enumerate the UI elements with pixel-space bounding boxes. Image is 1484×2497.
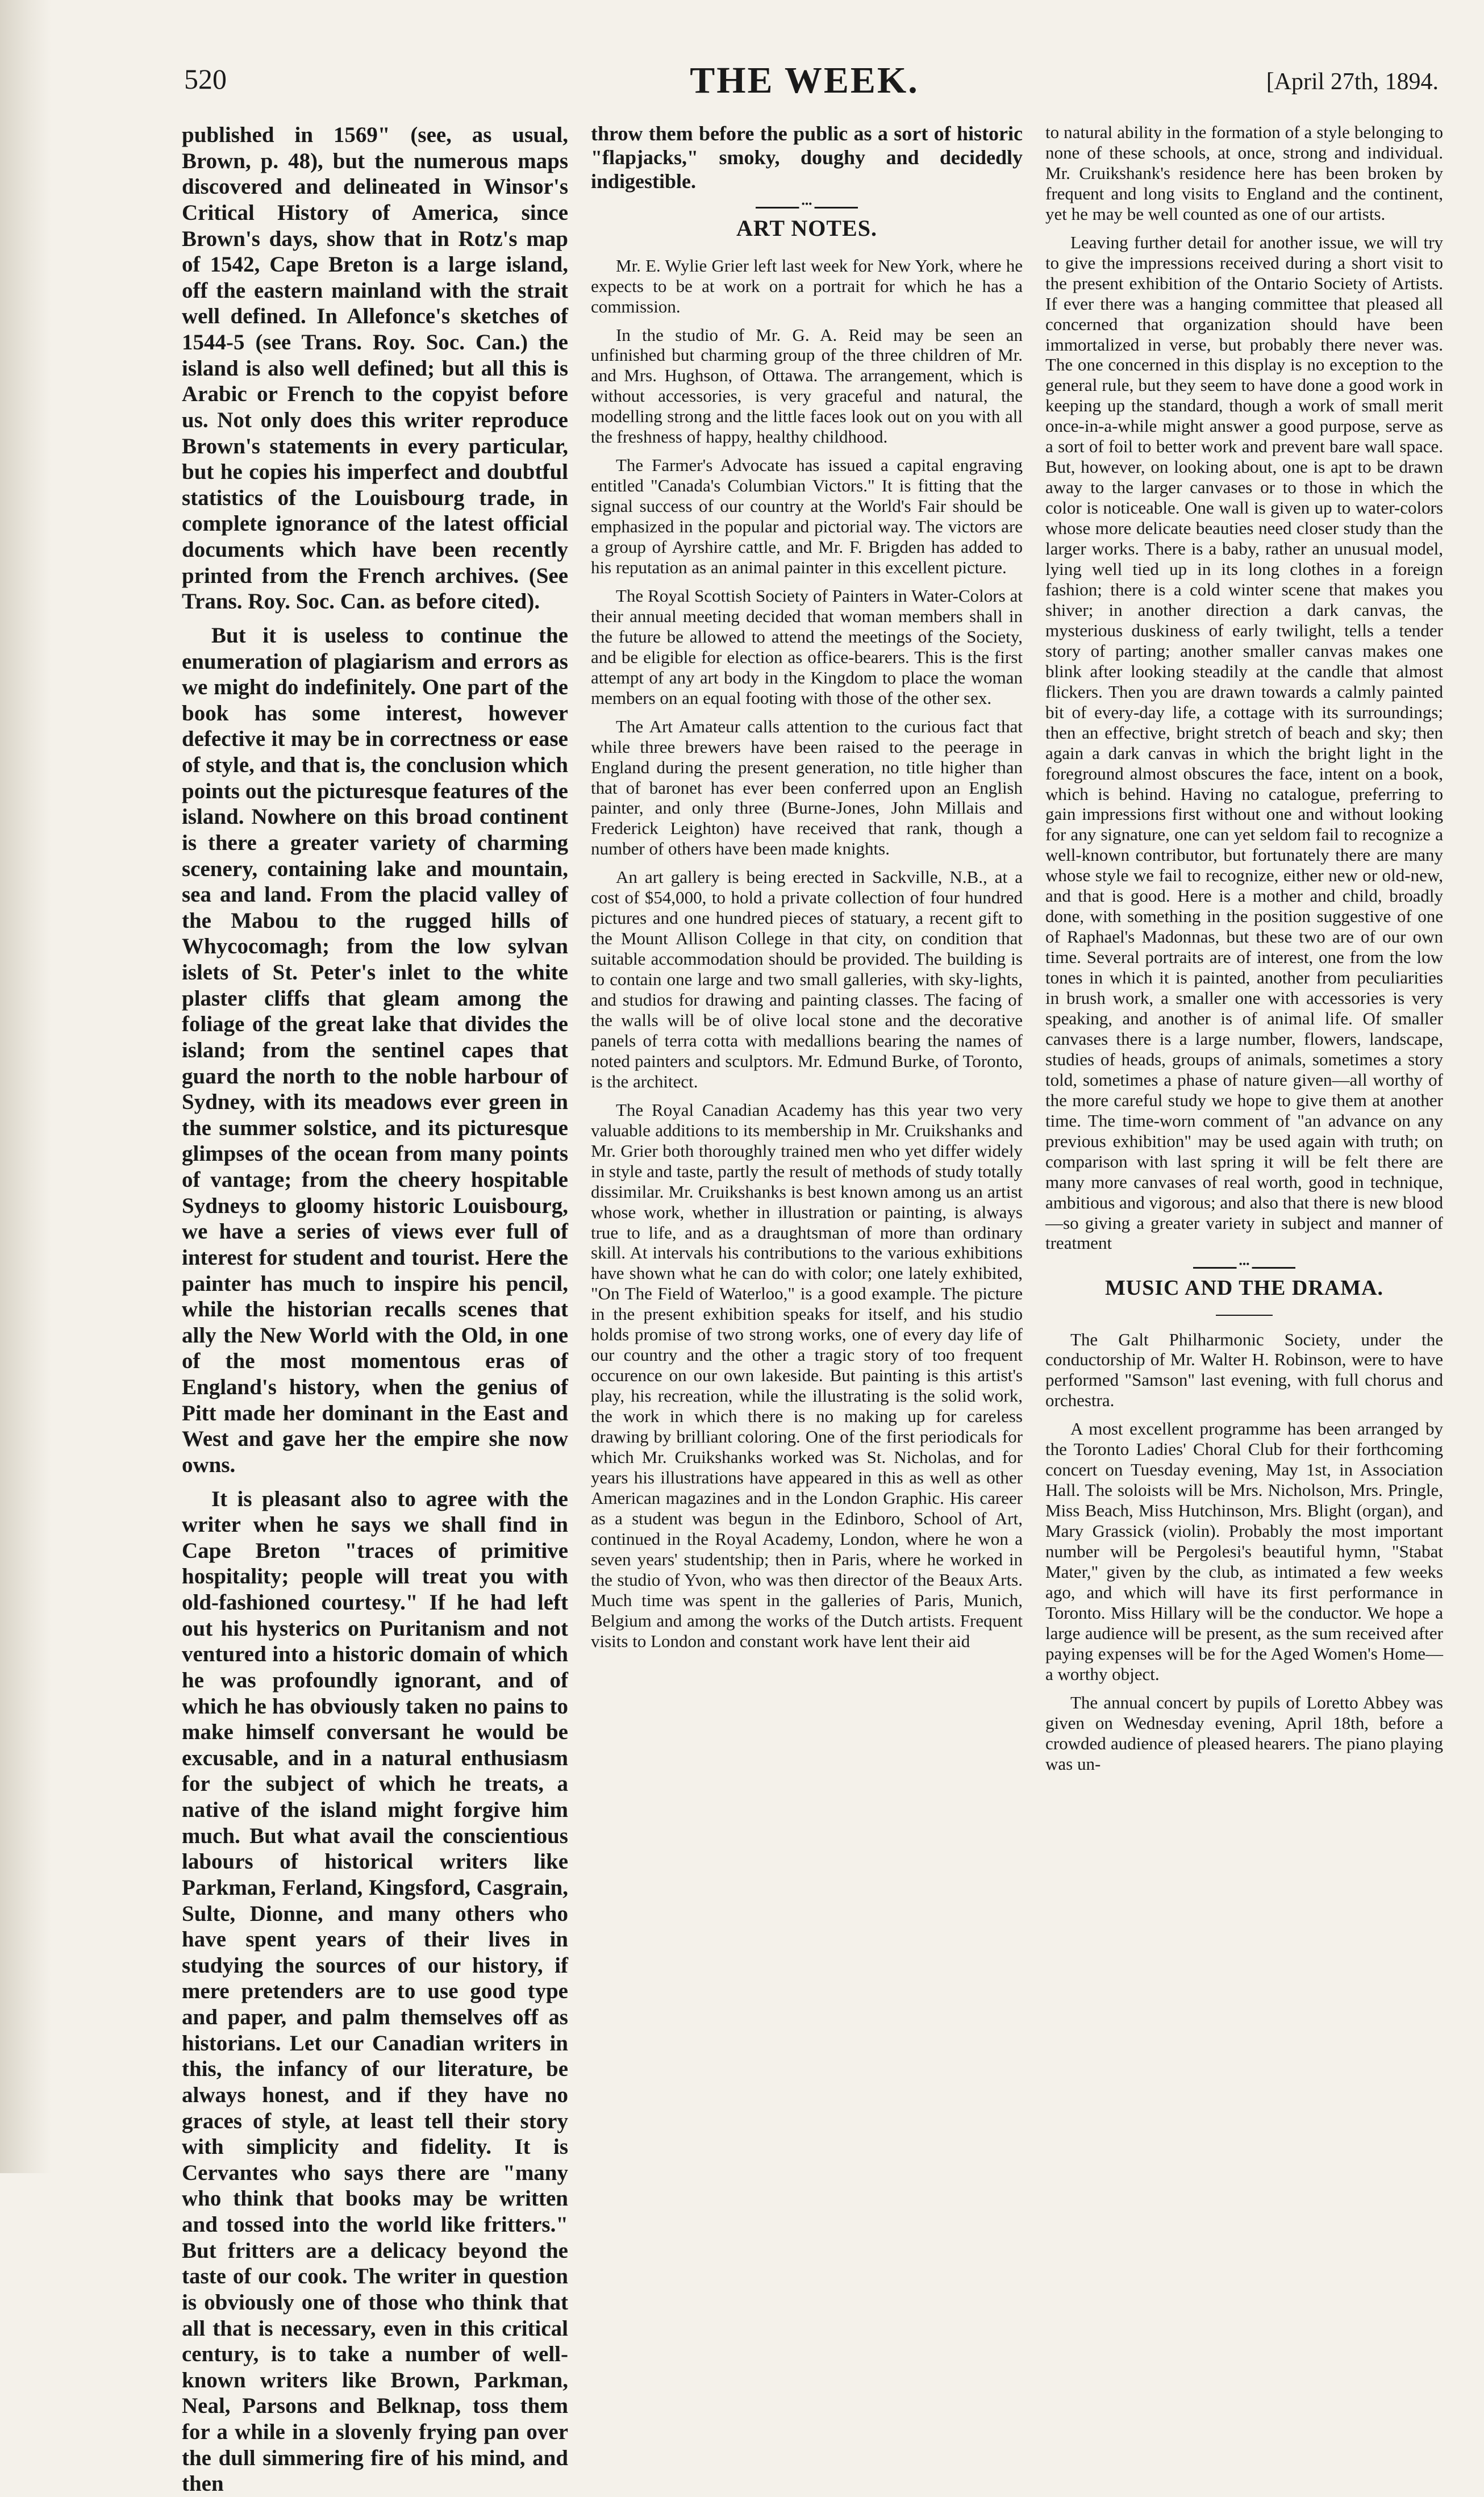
column-2 — [591, 122, 1023, 2145]
paragraph: throw them before the public as a sort of historic "flapjacks," smoky, doughy and decidedly indigestible. — [591, 122, 1023, 193]
paragraph: Leaving further detail for another issue, we will try to give the impressions received during a short visit to the present exhibition of the Ontario Society of Artists. If ever there was a hanging committee that pleased all concerned that organization should have been immortalized in verse, but probably there never was. The one concerned in this display is no exception to the general rule, but they seem to have done a good work in keeping up the standard, though a work of small merit once-in-a-while might answer a good purpose, serve as a sort of foil to better work and prevent bare wall space. But, however, on looking about, one is apt to be drawn away to the larger canvases or to those in which the color is noticeable. One wall is given up to water-colors whose more delicate beauties need closer study than the larger works. There is a baby, rather an unusual model, lying well tied up in its long clothes in a foreign fashion; there is a cold winter scene that makes you shiver; in another direction a dark canvas, the mysterious duskiness of early twilight, tells a tender story of parting; another smaller canvas makes one blink after looking steadily at the candle that almost flickers. Then you are drawn towards a calmly painted bit of every-day life, a cottage with its surroundings; then an effective, bright stretch of beach and sky; then again a dark canvas in which the bright light in the foreground almost obscures the face, intent on a book, which is behind. Having no catalogue, preferring to gain impressions first without one and without looking for any signature, one can yet seldom fail to recognize a well-known contributor, but fortunately there are many whose style we fail to recognize, either new or old-new, and that is good. Here is a mother and child, broadly done, with something in the position suggestive of one of Raphael's Madonnas, but these two are of our own time. Several portraits are of interest, one from the low tones in which it is painted, another from peculiarities in brush work, a smaller one with accessories is very speaking, and another is of animal life. Of smaller canvases there is a large number, flowers, landscape, studies of heads, groups of animals, sometimes a story told, sometimes a phase of nature given—all worthy of the more careful study we hope to give them at another time. The time-worn comment of "an advance on any previous exhibition" may be used again with truth; on comparison with last spring it will be felt there are many more canvases of real worth, good in technique, ambitious and vigorous; and also that there is new blood—so giving a greater variety in subject and manner of treatment — [1045, 232, 1443, 1253]
paragraph: The annual concert by pupils of Loretto Abbey was given on Wednesday evening, April 18th, before a crowded audience of pleased hearers. The piano playing was un- — [1045, 1692, 1443, 1774]
paragraph: The Farmer's Advocate has issued a capital engraving entitled "Canada's Columbian Victors." It is fitting that the signal success of our country at the World's Fair should be emphasized in the popular and pictorial way. The victors are a group of Ayrshire cattle, and Mr. F. Brigden has added to his reputation as an animal painter in this excellent picture. — [591, 455, 1023, 577]
paragraph: But it is useless to continue the enumeration of plagiarism and errors as we might do indefinitely. One part of the book has some interest, however defective it may be in correctness or ease of style, and that is, the conclusion which points out the picturesque features of the island. Nowhere on this broad continent is there a greater variety of charming scenery, containing lake and mountain, sea and land. From the placid valley of the Mabou to the rugged hills of Whycocomagh; from the low sylvan islets of St. Peter's inlet to the white plaster cliffs that gleam among the foliage of the great lake that divides the island; from the sentinel capes that guard the north to the noble harbour of Sydney, with its meadows ever green in the summer solstice, and its picturesque glimpses of the ocean from many points of vantage; from the cheery hospitable Sydneys to gloomy historic Louisbourg, we have a series of views ever full of interest for student and tourist. Here the painter has much to inspire his pencil, while the historian recalls scenes that ally the New World with the Old, in one of the most momentous eras of England's history, when the genius of Pitt made her dominant in the East and West and gave her the empire she now owns. — [182, 623, 568, 1477]
paragraph: An art gallery is being erected in Sackville, N.B., at a cost of $54,000, to hold a private collection of four hundred pictures and one hundred pieces of statuary, a recent gift to the Mount Allison College in that city, on condition that suitable accommodation should be provided. The building is to contain one large and two small galleries, with sky-lights, and studios for drawing and painting classes. The facing of the walls will be of olive local stone and the decorative panels of terra cotta with medallions bearing the names of noted painters and sculptors. Mr. Edmund Burke, of Toronto, is the architect. — [591, 867, 1023, 1091]
column-3 — [1045, 122, 1443, 2145]
page-gutter — [0, 0, 51, 2173]
paragraph: to natural ability in the formation of a style belonging to none of these schools, at once, strong and individual. Mr. Cruikshank's residence here has been broken by frequent and long visits to England and the continent, yet he may be well counted as one of our artists. — [1045, 122, 1443, 224]
paragraph: The Royal Canadian Academy has this year two very valuable additions to its membership in Mr. Cruikshanks and Mr. Grier both thoroughly trained men who yet differ widely in style and taste, partly the result of methods of study totally dissimilar. Mr. Cruikshanks is best known among us an artist whose work, whether in illustration or painting, is always true to life, and as a draughtsman of more than ordinary skill. At intervals his contributions to the various exhibitions have shown what he can do with color; one lately exhibited, "On The Field of Waterloo," is a good example. The picture in the present exhibition speaks for itself, and his studio holds promise of two strong works, one of every day life of our country and the other a tragic story of too frequent occurence on our own lakeside. But painting is this artist's play, his recreation, while the illustrating is the solid work, the work in which there is no making up for careless drawing by brilliant coloring. One of the first periodicals for which Mr. Cruikshanks worked was St. Nicholas, and for years his illustrations have appeared in this as well as other American magazines and in the London Graphic. His career as a student was begun in the Edinboro, School of Art, continued in the Royal Academy, London, where he won a seven years' studentship; then in Paris, where he worked in the studio of Yvon, who was then director of the Beaux Arts. Much time was spent in the galleries of Paris, Munich, Belgium and among the works of the Dutch artists. Frequent visits to London and constant work have lent their aid — [591, 1099, 1023, 1651]
section-divider — [1193, 1267, 1295, 1269]
page-header — [170, 57, 1439, 108]
paragraph: published in 1569" (see, as usual, Brown, p. 48), but the numerous maps discovered and delineated in Winsor's Critical History of America, since Brown's days, show that in Rotz's map of 1542, Cape Breton is a large island, off the eastern mainland with the strait well defined. In Allefonce's sketches of 1544-5 (see Trans. Roy. Soc. Can.) the island is also well defined; but all this is Arabic or French to the copyist before us. Not only does this writer reproduce Brown's statements in every particular, but he copies his imperfect and doubtful statistics of the Louisbourg trade, in complete ignorance of the latest official documents which have been recently printed from the French archives. (See Trans. Roy. Soc. Can. as before cited). — [182, 123, 568, 614]
paragraph: The Art Amateur calls attention to the curious fact that while three brewers have been raised to the peerage in England during the present generation, no title higher than that of baronet has ever been conferred upon an English painter, and only three (Burne-Jones, John Millais and Frederick Leighton) have received that rank, though a number of others have been made knights. — [591, 716, 1023, 859]
paragraph: Mr. E. Wylie Grier left last week for New York, where he expects to be at work on a portrait for which he has a commission. — [591, 255, 1023, 316]
paragraph: It is pleasant also to agree with the writer when he says we shall find in Cape Breton "traces of primitive hospitality; people will treat you with old-fashioned courtesy." If he had left out his hysterics on Puritanism and not ventured into a historic domain of which he was profoundly ignorant, and of which he has obviously taken no pains to make himself conversant he would be excusable, and in a natural enthusiasm for the subject of which he treats, a native of the island might forgive him much. But what avail the conscientious labours of historical writers like Parkman, Ferland, Kingsford, Casgrain, Sulte, Dionne, and many others who have spent years of their lives in studying the sources of our history, if mere pretenders are to use good type and paper, and palm themselves off as historians. Let our Canadian writers in this, the infancy of our literature, be always honest, and if they have no graces of style, at least tell their story with simplicity and fidelity. It is Cervantes who says there are "many who think that books may be written and tossed into the world like fritters." But fritters are a delicacy beyond the taste of our cook. The writer in question is obviously one of those who think that all that is necessary, even in this critical century, is to take a number of well-known writers like Brown, Parkman, Neal, Parsons and Belknap, toss them for a while in a slovenly frying pan over the dull simmering fire of his mind, and then — [182, 1486, 568, 2496]
paragraph: The Royal Scottish Society of Painters in Water-Colors at their annual meeting decided that woman members shall in the future be allowed to attend the meetings of the Society, and be eligible for election as office-bearers. This is the first attempt of any art body in the Kingdom to place the woman members on an equal footing with those of the other sex. — [591, 585, 1023, 708]
column-1 — [182, 122, 568, 2496]
heading-rule — [1216, 1315, 1273, 1316]
issue-date: [April 27th, 1894. — [1266, 69, 1439, 95]
section-heading: ART NOTES. — [736, 215, 877, 241]
paragraph: A most excellent programme has been arranged by the Toronto Ladies' Choral Club for their forthcoming concert on Tuesday evening, May 1st, in Association Hall. The soloists will be Mrs. Nicholson, Mrs. Pringle, Miss Beach, Miss Hutchinson, Mrs. Blight (organ), and Mary Grassick (violin). Probably the most important number will be Pergolesi's beautiful hymn, "Stabat Mater," given by the club, as intimated a few weeks ago, and which will have its first performance in Toronto. Miss Hillary will be the conductor. We hope a large audience will be present, as the sum received after paying expenses will be for the Aged Women's Home—a worthy object. — [1045, 1419, 1443, 1684]
section-heading: MUSIC AND THE DRAMA. — [1104, 1276, 1384, 1300]
paragraph: In the studio of Mr. G. A. Reid may be seen an unfinished but charming group of the three children of Mr. and Mrs. Hughson, of Ottawa. The arrangement, which is without accessories, is very graceful and natural, the modelling strong and the little faces look out on you with all the freshness of happy, healthy childhood. — [591, 324, 1023, 447]
masthead-title: THE WEEK. — [690, 60, 919, 101]
paragraph: The Galt Philharmonic Society, under the conductorship of Mr. Walter H. Robinson, were to have performed "Samson" last evening, with full chorus and orchestra. — [1045, 1329, 1443, 1411]
page-number: 520 — [184, 63, 227, 95]
section-divider — [756, 207, 858, 209]
